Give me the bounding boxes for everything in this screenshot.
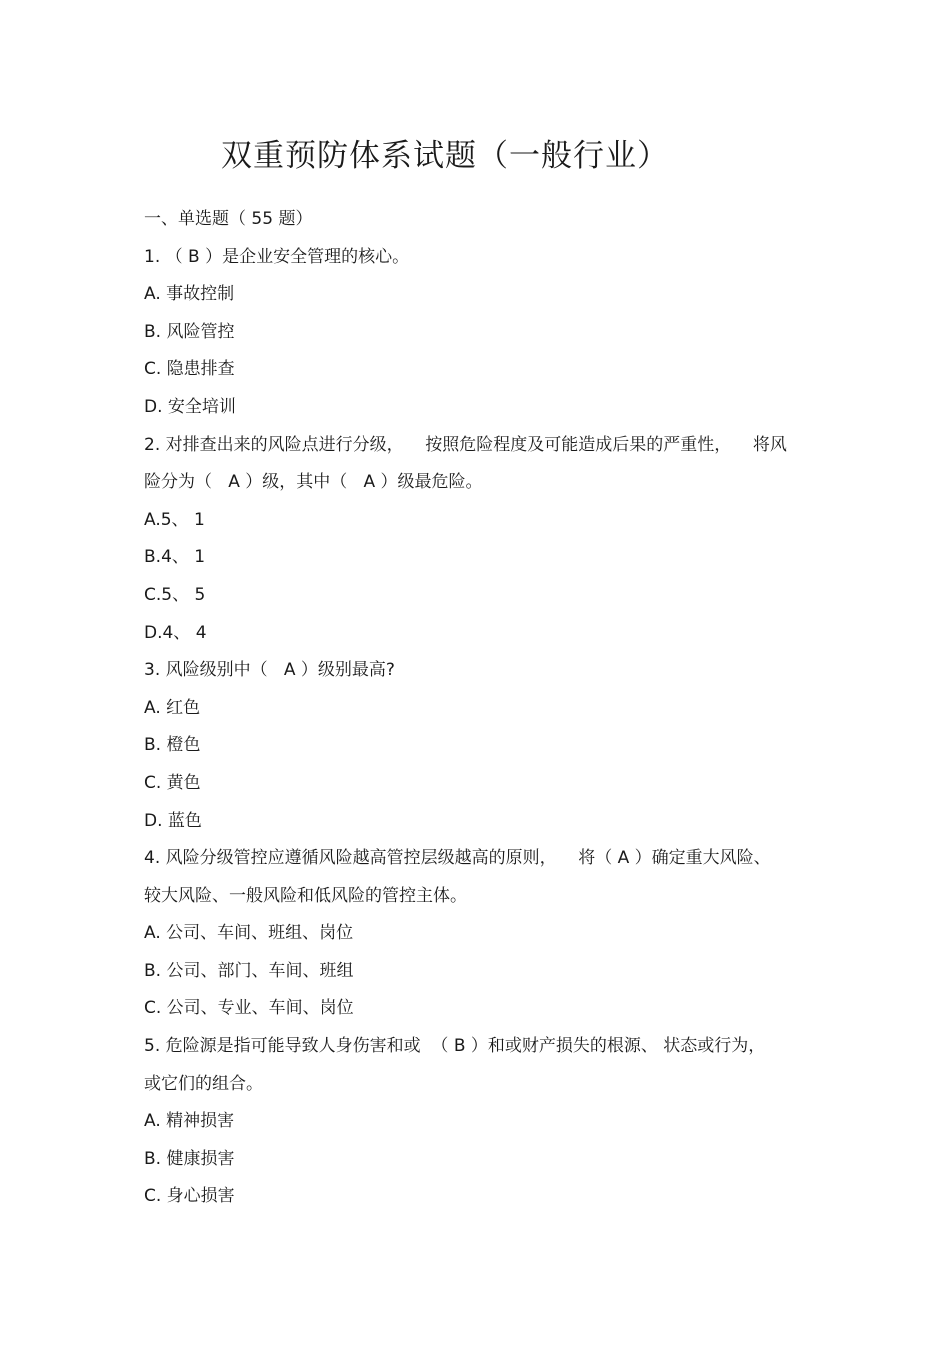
question-2 [144,427,814,653]
question-stem: 2. 对排查出来的风险点进行分级， 按照危险程度及可能造成后果的严重性， 将风 [144,434,787,455]
option-b: B. 健康损害 [144,1148,235,1169]
option-a: A.5、 1 [144,509,205,530]
section-heading: 一、单选题（ 55 题） [144,209,313,229]
option-d: D. 蓝色 [144,810,202,831]
option-b: B. 风险管控 [144,321,235,342]
question-5 [144,1028,814,1216]
option-c: C.5、 5 [144,584,206,605]
option-c: C. 身心损害 [144,1186,235,1207]
option-d: D. 安全培训 [144,396,236,417]
question-4 [144,840,814,1028]
question-1 [144,239,814,427]
option-c: C. 黄色 [144,772,201,793]
question-3 [144,652,814,840]
option-b: B. 橙色 [144,735,201,756]
option-b: B. 公司、部门、车间、班组 [144,960,354,981]
option-c: C. 公司、专业、车间、岗位 [144,998,354,1019]
option-c: C. 隐患排查 [144,359,235,380]
question-stem-continued: 较大风险、一般风险和低风险的管控主体。 [144,885,467,906]
option-b: B.4、 1 [144,547,206,568]
question-stem: 1. （ B ）是企业安全管理的核心。 [144,246,410,267]
option-d: D.4、 4 [144,622,207,643]
question-stem-continued: 险分为（ A ）级，其中（ A ）级最危险。 [144,472,483,493]
question-stem: 3. 风险级别中（ A ）级别最高? [144,660,395,681]
question-stem: 5. 危险源是指可能导致人身伤害和或 （ B ）和或财产损失的根源、 状态或行为， [144,1036,766,1057]
question-stem: 4. 风险分级管控应遵循风险越高管控层级越高的原则， 将（ A ）确定重大风险、 [144,848,771,869]
option-a: A. 精神损害 [144,1111,235,1132]
option-a: A. 红色 [144,697,201,718]
option-a: A. 公司、车间、班组、岗位 [144,923,354,944]
document-content [144,201,814,1216]
question-stem-continued: 或它们的组合。 [144,1073,263,1094]
document-title: 双重预防体系试题（一般行业） [221,138,669,174]
option-a: A. 事故控制 [144,284,235,305]
